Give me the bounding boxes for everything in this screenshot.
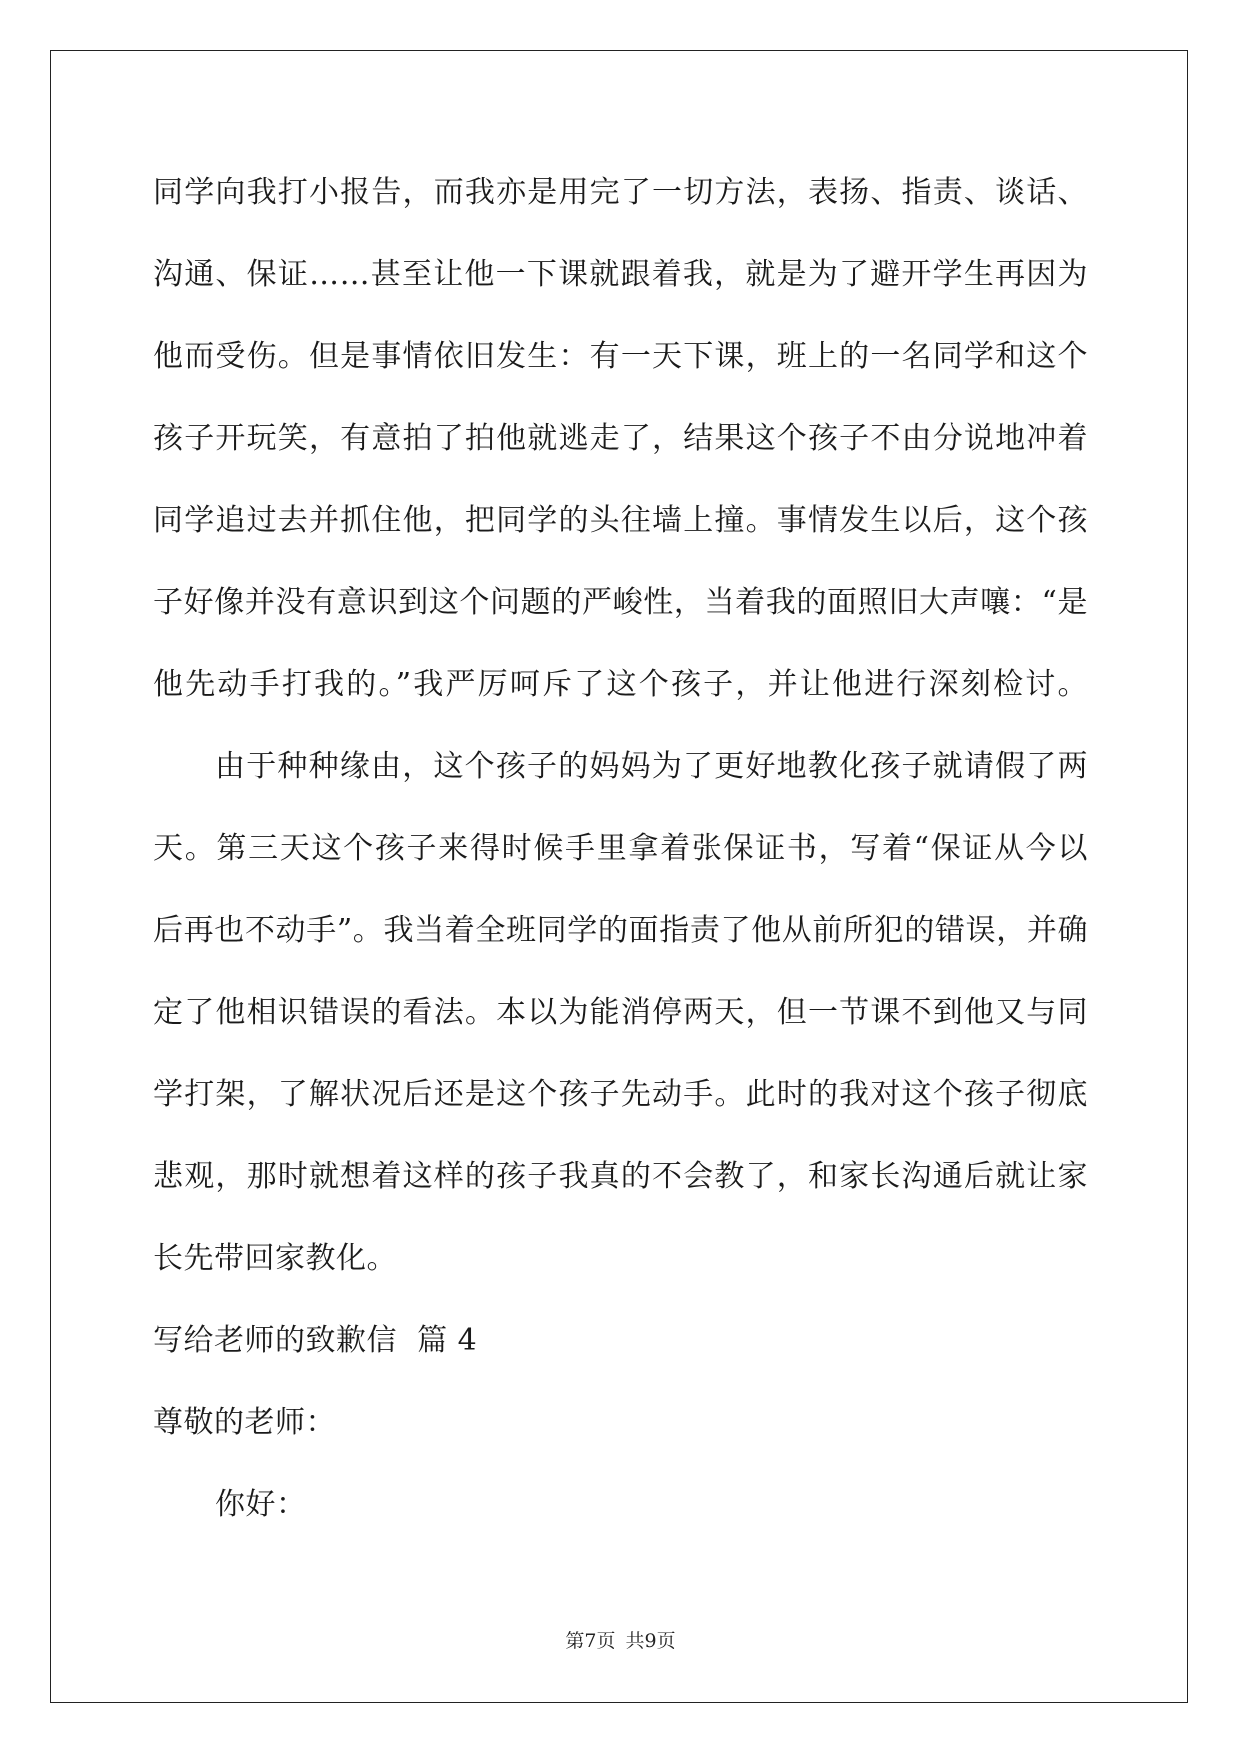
text-line: 同学追过去并抓住他，把同学的头往墙上撞。事情发生以后，这个孩: [153, 503, 1088, 538]
document-body: [153, 152, 1088, 1546]
section-heading: 写给老师的致歉信 篇 4: [153, 1323, 478, 1358]
text-line: 子好像并没有意识到这个问题的严峻性，当着我的面照旧大声嚷：“是: [153, 585, 1088, 620]
text-line: 沟通、保证……甚至让他一下课就跟着我，就是为了避开学生再因为: [153, 257, 1088, 292]
page-footer: [0, 1626, 1241, 1653]
text-line: 后再也不动手”。我当着全班同学的面指责了他从前所犯的错误，并确: [153, 913, 1088, 948]
text-line: 孩子开玩笑，有意拍了拍他就逃走了，结果这个孩子不由分说地冲着: [153, 421, 1088, 456]
text-line: 长先带回家教化。: [153, 1241, 397, 1276]
greeting: 你好：: [215, 1487, 307, 1522]
text-line: 同学向我打小报告，而我亦是用完了一切方法，表扬、指责、谈话、: [153, 175, 1088, 210]
current-page-number: 第7页: [565, 1630, 616, 1652]
text-line: 学打架，了解状况后还是这个孩子先动手。此时的我对这个孩子彻底: [153, 1077, 1088, 1112]
salutation: 尊敬的老师：: [153, 1405, 336, 1440]
text-line: 他先动手打我的。”我严厉呵斥了这个孩子，并让他进行深刻检讨。: [153, 667, 1088, 702]
paragraph-start-line: 由于种种缘由，这个孩子的妈妈为了更好地教化孩子就请假了两: [215, 749, 1088, 784]
total-pages: 共9页: [625, 1630, 676, 1652]
text-line: 悲观，那时就想着这样的孩子我真的不会教了，和家长沟通后就让家: [153, 1159, 1088, 1194]
text-line: 他而受伤。但是事情依旧发生：有一天下课，班上的一名同学和这个: [153, 339, 1088, 374]
text-line: 天。第三天这个孩子来得时候手里拿着张保证书，写着“保证从今以: [153, 831, 1088, 866]
text-line: 定了他相识错误的看法。本以为能消停两天，但一节课不到他又与同: [153, 995, 1088, 1030]
